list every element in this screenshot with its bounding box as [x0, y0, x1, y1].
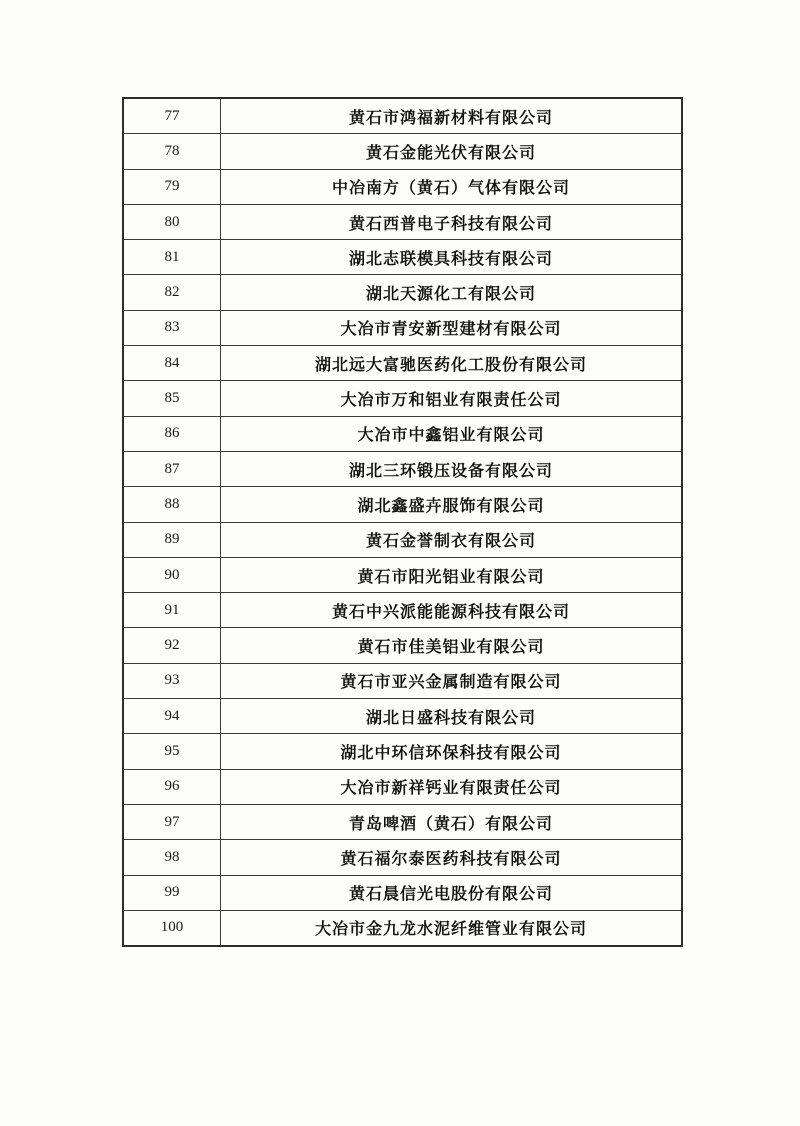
row-number: 96: [123, 769, 221, 804]
company-name: 黄石晨信光电股份有限公司: [221, 875, 683, 910]
table-row: [123, 451, 682, 486]
table-row: [123, 275, 682, 310]
row-number: 98: [123, 840, 221, 875]
company-name: 湖北中环信环保科技有限公司: [221, 734, 683, 769]
company-name: 大冶市中鑫铝业有限公司: [221, 416, 683, 451]
table-row: [123, 663, 682, 698]
company-name: 黄石中兴派能能源科技有限公司: [221, 593, 683, 628]
row-number: 78: [123, 134, 221, 169]
table-row: [123, 134, 682, 169]
company-name: 湖北三环锻压设备有限公司: [221, 451, 683, 486]
row-number: 79: [123, 169, 221, 204]
company-name: 大冶市青安新型建材有限公司: [221, 310, 683, 345]
table-row: [123, 628, 682, 663]
company-name: 中冶南方（黄石）气体有限公司: [221, 169, 683, 204]
row-number: 81: [123, 240, 221, 275]
company-name: 黄石福尔泰医药科技有限公司: [221, 840, 683, 875]
row-number: 77: [123, 98, 221, 134]
table-row: [123, 804, 682, 839]
row-number: 86: [123, 416, 221, 451]
table-row: [123, 416, 682, 451]
table-row: [123, 769, 682, 804]
table-row: [123, 557, 682, 592]
table-row: [123, 204, 682, 239]
row-number: 80: [123, 204, 221, 239]
table-row: [123, 346, 682, 381]
table-row: [123, 699, 682, 734]
company-name: 大冶市万和铝业有限责任公司: [221, 381, 683, 416]
row-number: 93: [123, 663, 221, 698]
table-row: [123, 98, 682, 134]
company-name: 大冶市新祥钙业有限责任公司: [221, 769, 683, 804]
company-name: 湖北志联模具科技有限公司: [221, 240, 683, 275]
company-list-table: [122, 97, 683, 947]
company-name: 黄石市佳美铝业有限公司: [221, 628, 683, 663]
row-number: 88: [123, 487, 221, 522]
row-number: 100: [123, 910, 221, 946]
row-number: 94: [123, 699, 221, 734]
table-row: [123, 381, 682, 416]
row-number: 92: [123, 628, 221, 663]
company-name: 湖北鑫盛卉服饰有限公司: [221, 487, 683, 522]
row-number: 85: [123, 381, 221, 416]
company-name: 黄石市阳光铝业有限公司: [221, 557, 683, 592]
company-name: 黄石金誉制衣有限公司: [221, 522, 683, 557]
row-number: 87: [123, 451, 221, 486]
company-name: 青岛啤酒（黄石）有限公司: [221, 804, 683, 839]
company-name: 湖北日盛科技有限公司: [221, 699, 683, 734]
row-number: 89: [123, 522, 221, 557]
company-name: 黄石市鸿福新材料有限公司: [221, 98, 683, 134]
row-number: 84: [123, 346, 221, 381]
table-row: [123, 522, 682, 557]
table-row: [123, 169, 682, 204]
table-row: [123, 310, 682, 345]
company-name: 湖北天源化工有限公司: [221, 275, 683, 310]
row-number: 83: [123, 310, 221, 345]
table-row: [123, 875, 682, 910]
company-name: 黄石市亚兴金属制造有限公司: [221, 663, 683, 698]
row-number: 97: [123, 804, 221, 839]
company-name: 黄石金能光伏有限公司: [221, 134, 683, 169]
row-number: 90: [123, 557, 221, 592]
row-number: 91: [123, 593, 221, 628]
company-name: 湖北远大富驰医药化工股份有限公司: [221, 346, 683, 381]
table-row: [123, 910, 682, 946]
table-row: [123, 487, 682, 522]
company-table-body: [123, 98, 682, 946]
company-name: 黄石西普电子科技有限公司: [221, 204, 683, 239]
table-row: [123, 734, 682, 769]
row-number: 95: [123, 734, 221, 769]
row-number: 99: [123, 875, 221, 910]
company-name: 大冶市金九龙水泥纤维管业有限公司: [221, 910, 683, 946]
row-number: 82: [123, 275, 221, 310]
table-row: [123, 840, 682, 875]
table-row: [123, 240, 682, 275]
table-row: [123, 593, 682, 628]
